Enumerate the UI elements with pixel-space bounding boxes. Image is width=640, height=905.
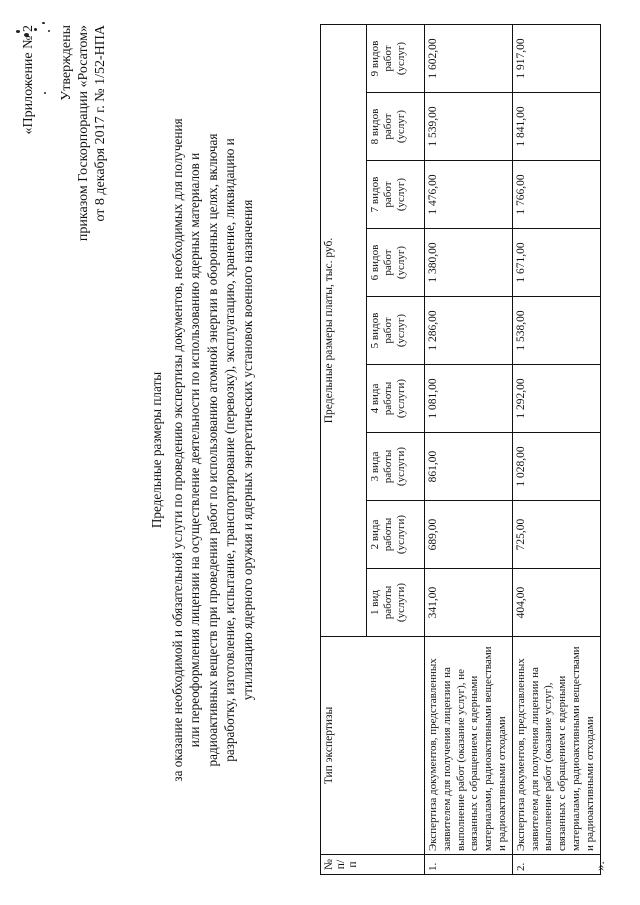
fee-cell: 1 292,00 <box>512 365 600 433</box>
title-line: радиоактивных веществ при проведении работ по использованию атомной энергии в оборонных целях, включая <box>204 133 220 767</box>
closing-quote: ». <box>592 861 607 871</box>
fee-cell: 1 539,00 <box>425 93 513 161</box>
subheader-2-works: 2 вида работы (услуги) <box>367 501 425 569</box>
fee-cell: 404,00 <box>512 569 600 637</box>
fee-cell: 1 671,00 <box>512 229 600 297</box>
header-fee-group: Предельные размеры платы, тыс. руб. <box>321 25 367 637</box>
title-heading: Предельные размеры платы <box>149 371 164 529</box>
title-line: разработку, изготовление, испытание, транспортирование (перевозку), эксплуатацию, хранение, ликвидацию и <box>222 138 237 762</box>
subheader-3-works: 3 вида работы (услуги) <box>367 433 425 501</box>
fee-table <box>320 24 601 875</box>
subheader-8-works: 8 видов работ (услуг) <box>367 93 425 161</box>
order-line-2: от 8 декабря 2017 г. № 1/52-НПА <box>93 25 108 222</box>
subheader-6-works: 6 видов работ (услуг) <box>367 229 425 297</box>
header-expertise-type: Тип экспертизы <box>321 637 425 855</box>
title-line: или переоформления лицензии на осуществление деятельности по использованию ядерных материалов и <box>187 152 202 748</box>
scan-speck <box>42 22 45 24</box>
fee-cell: 1 286,00 <box>425 297 513 365</box>
fee-cell: 861,00 <box>425 433 513 501</box>
subheader-9-works: 9 видов работ (услуг) <box>367 25 425 93</box>
fee-cell: 1 841,00 <box>512 93 600 161</box>
fee-cell: 1 476,00 <box>425 161 513 229</box>
order-line-1: приказом Госкорпорации «Росатом» <box>76 25 91 242</box>
fee-cell: 1 081,00 <box>425 365 513 433</box>
fee-cell: 725,00 <box>512 501 600 569</box>
subheader-4-works: 4 вида работы (услуги) <box>367 365 425 433</box>
title-line: за оказание необходимой и обязательной услуги по проведению экспертизы документов, необходимых для получения <box>169 118 185 782</box>
expertise-type-cell: Экспертиза документов, представленных заявителем для получения лицензии на выполнение работ (оказание услуг), не связанных с обращением с ядерными материалами, радиоактивными веществами и радиоактивными отходами <box>425 637 513 855</box>
fee-cell: 341,00 <box>425 569 513 637</box>
row-number: 2. <box>512 855 600 875</box>
fee-cell: 1 602,00 <box>425 25 513 93</box>
subheader-5-works: 5 видов работ (услуг) <box>367 297 425 365</box>
fee-cell: 1 917,00 <box>512 25 600 93</box>
title-line: утилизацию ядерного оружия и ядерных энергетических установок военного назначения <box>239 199 255 701</box>
fee-cell: 689,00 <box>425 501 513 569</box>
expertise-type-cell: Экспертиза документов, представленных заявителем для получения лицензии на выполнение работ (оказание услуг), связанных с обращением с ядерными материалами, радиоактивными веществами и радиоактивными отходами <box>512 637 600 855</box>
header-number: № п/п <box>321 855 425 875</box>
table-row <box>512 25 600 875</box>
subheader-7-works: 7 видов работ (услуг) <box>367 161 425 229</box>
appendix-block <box>20 25 109 405</box>
document-title <box>148 65 256 835</box>
subheader-1-works: 1 вид работы (услуги) <box>367 569 425 637</box>
approved-label: Утверждены <box>59 25 74 101</box>
fee-cell: 1 766,00 <box>512 161 600 229</box>
row-number: 1. <box>425 855 513 875</box>
fee-cell: 1 538,00 <box>512 297 600 365</box>
fee-cell: 1 380,00 <box>425 229 513 297</box>
document-page <box>20 25 610 875</box>
table-row <box>425 25 513 875</box>
fee-cell: 1 028,00 <box>512 433 600 501</box>
appendix-label: «Приложение № 2 <box>21 25 36 135</box>
